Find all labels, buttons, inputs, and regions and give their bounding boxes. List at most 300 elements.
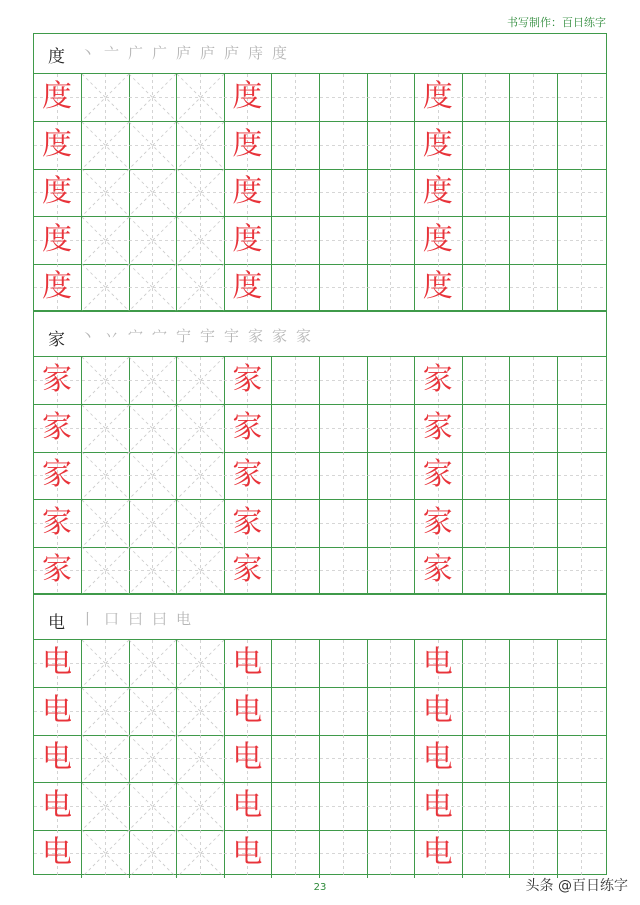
grid-cell[interactable] [558, 735, 606, 783]
grid-cell[interactable] [82, 122, 130, 170]
grid-guide-lines [558, 500, 605, 547]
grid-cell[interactable] [129, 122, 177, 170]
grid-cell[interactable] [272, 74, 320, 122]
grid-cell[interactable] [272, 217, 320, 265]
grid-cell[interactable] [320, 783, 368, 831]
grid-cell[interactable] [82, 688, 130, 736]
stroke-step: 度 [272, 44, 288, 62]
grid-cell[interactable] [224, 122, 272, 170]
grid-cell[interactable] [34, 735, 82, 783]
grid-guide-lines [462, 547, 509, 594]
grid-cell[interactable] [177, 264, 225, 312]
grid-guide-lines [272, 405, 319, 452]
grid-cell[interactable] [415, 830, 463, 878]
stroke-step: 家 [296, 327, 312, 345]
model-character: 家 [232, 409, 263, 445]
grid-cell[interactable] [129, 735, 177, 783]
model-character: 电 [232, 787, 263, 823]
grid-guide-lines [510, 217, 557, 264]
model-character: 电 [42, 740, 72, 776]
grid-cell[interactable] [558, 452, 606, 500]
grid-cell[interactable] [558, 357, 606, 405]
grid-cell[interactable] [367, 500, 415, 548]
model-character: 电 [232, 692, 263, 728]
grid-cell[interactable] [224, 500, 272, 548]
grid-cell[interactable] [34, 640, 82, 688]
grid-cell[interactable] [415, 547, 463, 595]
grid-guide-lines [558, 217, 605, 264]
grid-cell[interactable] [415, 452, 463, 500]
grid-guide-lines [272, 217, 319, 264]
grid-cell[interactable] [462, 640, 510, 688]
grid-cell[interactable] [177, 122, 225, 170]
grid-cell[interactable] [558, 405, 606, 453]
grid-guide-lines [510, 783, 557, 830]
grid-cell[interactable] [129, 169, 177, 217]
grid-guide-lines [510, 169, 557, 216]
grid-guide-lines [320, 688, 367, 735]
grid-cell[interactable] [367, 217, 415, 265]
grid-cell[interactable] [320, 217, 368, 265]
grid-guide-lines [320, 264, 367, 311]
grid-cell[interactable] [177, 500, 225, 548]
grid-cell[interactable] [320, 405, 368, 453]
grid-cell[interactable] [558, 547, 606, 595]
grid-guide-lines [272, 500, 319, 547]
grid-cell[interactable] [462, 217, 510, 265]
model-character: 度 [42, 126, 72, 162]
model-character: 度 [422, 79, 453, 114]
grid-guide-lines [558, 74, 605, 121]
grid-cell[interactable] [415, 357, 463, 405]
grid-cell[interactable] [367, 264, 415, 312]
model-character: 家 [232, 362, 263, 397]
grid-guide-lines [272, 783, 319, 830]
grid-cell[interactable] [415, 640, 463, 688]
grid-guide-lines [129, 688, 176, 735]
grid-guide-lines [129, 357, 176, 404]
grid-guide-lines [82, 405, 129, 452]
grid-cell[interactable] [462, 169, 510, 217]
grid-guide-lines [462, 783, 509, 830]
model-character: 家 [232, 504, 263, 540]
grid-cell[interactable] [320, 830, 368, 878]
grid-cell[interactable] [82, 217, 130, 265]
grid-cell[interactable] [224, 783, 272, 831]
grid-cell[interactable] [320, 74, 368, 122]
grid-guide-lines [367, 783, 414, 830]
grid-cell[interactable] [558, 169, 606, 217]
grid-cell[interactable] [510, 357, 558, 405]
grid-cell[interactable] [415, 500, 463, 548]
grid-cell[interactable] [272, 640, 320, 688]
grid-cell[interactable] [415, 122, 463, 170]
grid-cell[interactable] [34, 688, 82, 736]
model-character: 家 [232, 457, 263, 493]
grid-guide-lines [272, 830, 319, 877]
grid-cell[interactable] [462, 688, 510, 736]
model-character: 度 [232, 126, 263, 162]
grid-guide-lines [367, 264, 414, 311]
stroke-step: 庐 [200, 44, 216, 62]
grid-cell[interactable] [415, 217, 463, 265]
grid-guide-lines [177, 547, 224, 594]
model-character: 电 [422, 787, 453, 823]
grid-cell[interactable] [367, 357, 415, 405]
grid-cell[interactable] [510, 688, 558, 736]
grid-guide-lines [510, 735, 557, 782]
stroke-step: 宁 [176, 327, 192, 345]
grid-guide-lines [129, 74, 176, 121]
grid-cell[interactable] [34, 357, 82, 405]
grid-cell[interactable] [129, 640, 177, 688]
grid-guide-lines [510, 452, 557, 499]
grid-guide-lines [320, 640, 367, 687]
grid-cell[interactable] [224, 264, 272, 312]
grid-guide-lines [82, 74, 129, 121]
grid-cell[interactable] [82, 405, 130, 453]
grid-cell[interactable] [82, 74, 130, 122]
grid-cell[interactable] [272, 500, 320, 548]
grid-guide-lines [462, 217, 509, 264]
grid-guide-lines [558, 640, 605, 687]
grid-cell[interactable] [510, 735, 558, 783]
model-character: 电 [422, 740, 453, 776]
writing-grid [34, 640, 606, 876]
model-character: 度 [422, 174, 453, 210]
grid-cell[interactable] [510, 74, 558, 122]
grid-cell[interactable] [367, 640, 415, 688]
stroke-step: 广 [128, 44, 144, 62]
grid-cell[interactable] [177, 405, 225, 453]
model-character: 家 [42, 504, 72, 540]
grid-cell[interactable] [82, 264, 130, 312]
grid-cell[interactable] [462, 405, 510, 453]
grid-cell[interactable] [272, 357, 320, 405]
model-character: 家 [422, 504, 453, 540]
grid-cell[interactable] [558, 74, 606, 122]
stroke-order-header [34, 317, 606, 357]
grid-cell[interactable] [82, 640, 130, 688]
model-character: 电 [422, 645, 453, 680]
grid-guide-lines [510, 640, 557, 687]
grid-cell[interactable] [415, 264, 463, 312]
grid-guide-lines [129, 640, 176, 687]
grid-cell[interactable] [558, 783, 606, 831]
grid-cell[interactable] [177, 452, 225, 500]
grid-guide-lines [510, 830, 557, 877]
grid-cell[interactable] [129, 688, 177, 736]
header-character: 度 [48, 47, 65, 67]
model-character: 度 [422, 126, 453, 162]
grid-guide-lines [462, 169, 509, 216]
grid-cell[interactable] [320, 122, 368, 170]
grid-guide-lines [320, 169, 367, 216]
grid-cell[interactable] [462, 264, 510, 312]
grid-guide-lines [462, 74, 509, 121]
grid-cell[interactable] [82, 500, 130, 548]
grid-cell[interactable] [510, 217, 558, 265]
grid-cell[interactable] [224, 735, 272, 783]
grid-cell[interactable] [224, 217, 272, 265]
grid-cell[interactable] [177, 217, 225, 265]
grid-cell[interactable] [320, 640, 368, 688]
grid-cell[interactable] [462, 547, 510, 595]
grid-guide-lines [320, 500, 367, 547]
grid-cell[interactable] [510, 122, 558, 170]
grid-cell[interactable] [510, 830, 558, 878]
grid-cell[interactable] [129, 783, 177, 831]
grid-cell[interactable] [510, 169, 558, 217]
grid-cell[interactable] [177, 74, 225, 122]
grid-guide-lines [558, 122, 605, 169]
grid-guide-lines [82, 688, 129, 735]
grid-cell[interactable] [177, 357, 225, 405]
grid-cell[interactable] [34, 264, 82, 312]
grid-cell[interactable] [510, 640, 558, 688]
grid-guide-lines [272, 264, 319, 311]
grid-cell[interactable] [82, 735, 130, 783]
grid-cell[interactable] [129, 405, 177, 453]
grid-cell[interactable] [224, 74, 272, 122]
grid-cell[interactable] [510, 452, 558, 500]
grid-guide-lines [320, 122, 367, 169]
grid-guide-lines [367, 357, 414, 404]
grid-cell[interactable] [177, 547, 225, 595]
grid-cell[interactable] [367, 735, 415, 783]
grid-cell[interactable] [558, 264, 606, 312]
grid-cell[interactable] [320, 735, 368, 783]
grid-cell[interactable] [415, 405, 463, 453]
grid-cell[interactable] [320, 500, 368, 548]
grid-guide-lines [558, 357, 605, 404]
grid-guide-lines [510, 357, 557, 404]
grid-guide-lines [272, 735, 319, 782]
grid-guide-lines [82, 783, 129, 830]
grid-cell[interactable] [367, 169, 415, 217]
grid-cell[interactable] [510, 500, 558, 548]
grid-cell[interactable] [34, 783, 82, 831]
grid-guide-lines [320, 217, 367, 264]
grid-guide-lines [177, 640, 224, 687]
grid-cell[interactable] [272, 830, 320, 878]
grid-cell[interactable] [320, 547, 368, 595]
grid-cell[interactable] [558, 217, 606, 265]
grid-cell[interactable] [367, 547, 415, 595]
stroke-sequence [80, 608, 200, 629]
grid-guide-lines [82, 640, 129, 687]
stroke-step: 口 [104, 610, 120, 628]
grid-cell[interactable] [367, 405, 415, 453]
grid-cell[interactable] [320, 452, 368, 500]
grid-cell[interactable] [272, 452, 320, 500]
grid-cell[interactable] [558, 830, 606, 878]
model-character: 电 [422, 692, 453, 728]
grid-guide-lines [367, 500, 414, 547]
grid-cell[interactable] [129, 500, 177, 548]
grid-guide-lines [510, 264, 557, 311]
grid-guide-lines [320, 405, 367, 452]
grid-cell[interactable] [367, 74, 415, 122]
grid-guide-lines [129, 500, 176, 547]
grid-cell[interactable] [462, 830, 510, 878]
grid-guide-lines [320, 357, 367, 404]
grid-cell[interactable] [272, 122, 320, 170]
stroke-step: 宀 [128, 327, 144, 345]
grid-cell[interactable] [272, 783, 320, 831]
grid-cell[interactable] [558, 640, 606, 688]
grid-cell[interactable] [462, 357, 510, 405]
grid-cell[interactable] [177, 830, 225, 878]
page-number: 23 [313, 882, 327, 893]
grid-cell[interactable] [462, 783, 510, 831]
grid-cell[interactable] [224, 405, 272, 453]
grid-guide-lines [272, 547, 319, 594]
grid-cell[interactable] [34, 122, 82, 170]
grid-cell[interactable] [34, 452, 82, 500]
grid-cell[interactable] [367, 783, 415, 831]
stroke-order-header [34, 600, 606, 640]
grid-cell[interactable] [224, 640, 272, 688]
grid-cell[interactable] [224, 830, 272, 878]
stroke-step: 宀 [152, 327, 168, 345]
model-character: 家 [42, 362, 72, 397]
grid-guide-lines [367, 547, 414, 594]
grid-cell[interactable] [177, 688, 225, 736]
grid-cell[interactable] [82, 830, 130, 878]
grid-cell[interactable] [82, 357, 130, 405]
grid-guide-lines [82, 217, 129, 264]
grid-cell[interactable] [462, 74, 510, 122]
grid-cell[interactable] [320, 264, 368, 312]
grid-cell[interactable] [272, 688, 320, 736]
grid-cell[interactable] [367, 452, 415, 500]
grid-cell[interactable] [224, 169, 272, 217]
grid-guide-lines [82, 357, 129, 404]
grid-cell[interactable] [177, 735, 225, 783]
grid-guide-lines [462, 688, 509, 735]
grid-cell[interactable] [129, 357, 177, 405]
grid-cell[interactable] [415, 783, 463, 831]
grid-cell[interactable] [367, 122, 415, 170]
grid-cell[interactable] [224, 547, 272, 595]
stroke-step: 电 [176, 610, 192, 628]
grid-cell[interactable] [367, 688, 415, 736]
grid-guide-lines [177, 169, 224, 216]
grid-cell[interactable] [272, 169, 320, 217]
grid-cell[interactable] [34, 547, 82, 595]
character-section [34, 600, 606, 883]
grid-cell[interactable] [177, 169, 225, 217]
grid-cell[interactable] [177, 640, 225, 688]
grid-guide-lines [510, 405, 557, 452]
grid-guide-lines [367, 830, 414, 877]
grid-guide-lines [320, 74, 367, 121]
grid-cell[interactable] [34, 74, 82, 122]
grid-guide-lines [177, 452, 224, 499]
grid-guide-lines [177, 264, 224, 311]
grid-cell[interactable] [177, 783, 225, 831]
stroke-step: 宇 [200, 327, 216, 345]
grid-guide-lines [129, 405, 176, 452]
grid-cell[interactable] [34, 405, 82, 453]
grid-guide-lines [510, 74, 557, 121]
stroke-step: 家 [248, 327, 264, 345]
grid-cell[interactable] [34, 169, 82, 217]
grid-guide-lines [558, 783, 605, 830]
grid-cell[interactable] [82, 169, 130, 217]
grid-cell[interactable] [129, 74, 177, 122]
grid-cell[interactable] [34, 830, 82, 878]
grid-guide-lines [177, 74, 224, 121]
grid-cell[interactable] [129, 547, 177, 595]
grid-guide-lines [558, 735, 605, 782]
grid-cell[interactable] [82, 547, 130, 595]
grid-cell[interactable] [320, 688, 368, 736]
grid-guide-lines [82, 830, 129, 877]
grid-cell[interactable] [510, 405, 558, 453]
grid-cell[interactable] [415, 735, 463, 783]
grid-cell[interactable] [224, 688, 272, 736]
grid-cell[interactable] [510, 783, 558, 831]
stroke-order-header [34, 34, 606, 74]
grid-guide-lines [129, 830, 176, 877]
grid-guide-lines [129, 735, 176, 782]
stroke-sequence [80, 325, 320, 346]
grid-guide-lines [129, 169, 176, 216]
grid-cell[interactable] [224, 452, 272, 500]
grid-cell[interactable] [82, 783, 130, 831]
grid-cell[interactable] [129, 264, 177, 312]
grid-cell[interactable] [510, 264, 558, 312]
grid-cell[interactable] [129, 452, 177, 500]
grid-cell[interactable] [415, 169, 463, 217]
grid-cell[interactable] [415, 74, 463, 122]
grid-cell[interactable] [272, 547, 320, 595]
grid-cell[interactable] [558, 122, 606, 170]
grid-cell[interactable] [415, 688, 463, 736]
grid-guide-lines [82, 500, 129, 547]
grid-cell[interactable] [272, 735, 320, 783]
grid-cell[interactable] [462, 735, 510, 783]
grid-cell[interactable] [367, 830, 415, 878]
grid-cell[interactable] [272, 405, 320, 453]
grid-cell[interactable] [34, 500, 82, 548]
grid-cell[interactable] [34, 217, 82, 265]
grid-cell[interactable] [129, 830, 177, 878]
grid-cell[interactable] [462, 122, 510, 170]
grid-cell[interactable] [320, 169, 368, 217]
grid-guide-lines [510, 688, 557, 735]
grid-cell[interactable] [82, 452, 130, 500]
stroke-step: 曰 [128, 610, 144, 628]
grid-cell[interactable] [558, 500, 606, 548]
model-character: 度 [232, 79, 263, 114]
model-character: 度 [42, 174, 72, 210]
grid-cell[interactable] [510, 547, 558, 595]
grid-cell[interactable] [558, 688, 606, 736]
model-character: 电 [42, 835, 72, 871]
grid-cell[interactable] [224, 357, 272, 405]
grid-guide-lines [177, 830, 224, 877]
grid-cell[interactable] [462, 452, 510, 500]
model-character: 度 [232, 174, 263, 210]
grid-cell[interactable] [462, 500, 510, 548]
grid-cell[interactable] [320, 357, 368, 405]
grid-cell[interactable] [129, 217, 177, 265]
grid-cell[interactable] [272, 264, 320, 312]
writing-grid [34, 74, 606, 311]
